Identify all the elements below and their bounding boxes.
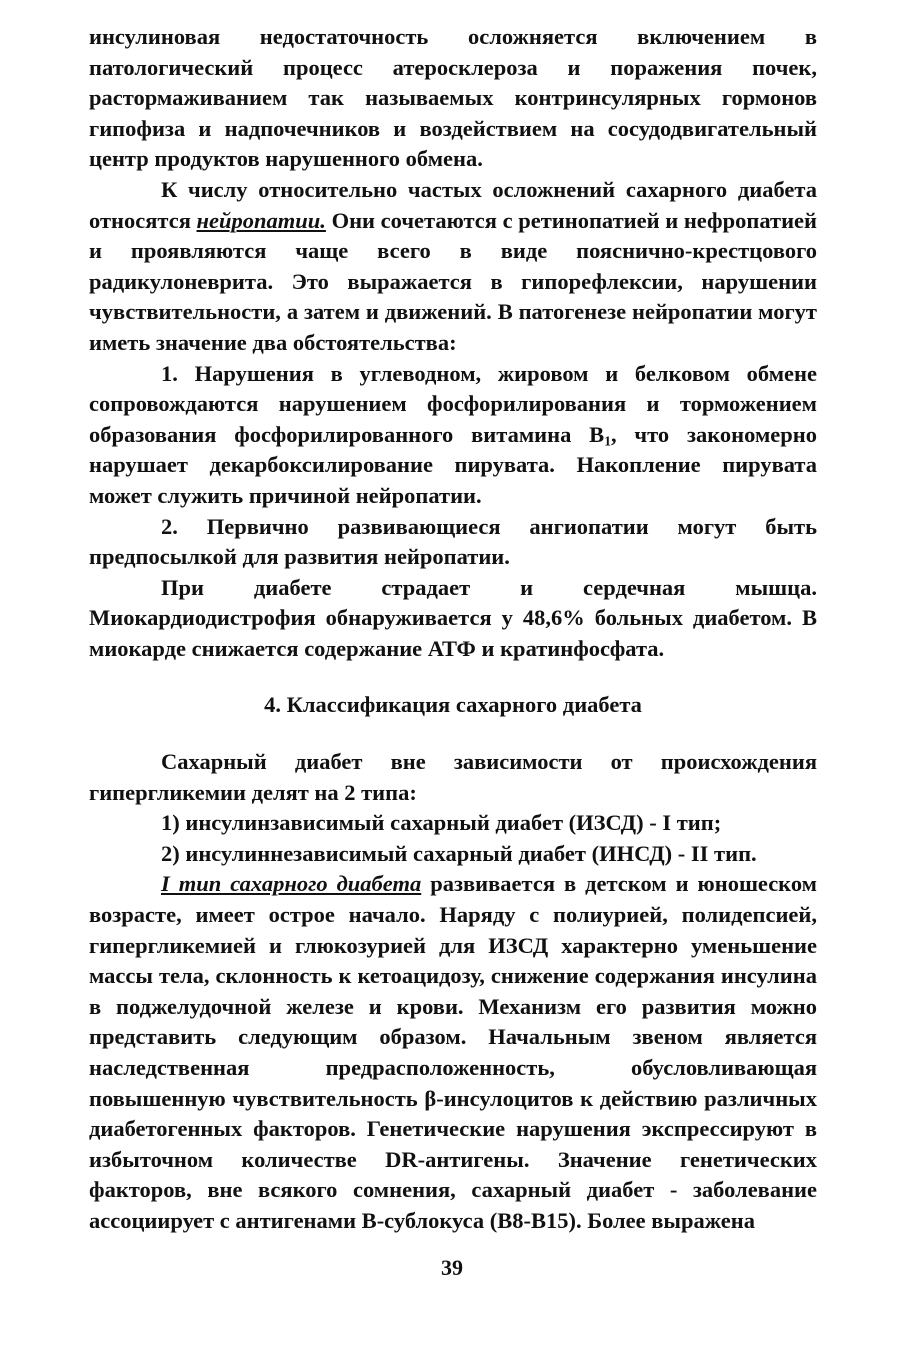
emphasized-term: нейропатии. <box>196 207 326 233</box>
paragraph-classification <box>89 747 817 808</box>
document-page <box>89 22 817 1237</box>
subscript: 1 <box>604 433 611 449</box>
page-number: 39 <box>441 1255 463 1280</box>
paragraph-text: Они сочетаются с ретинопатией и нефропатией и проявляются чаще всего в виде пояснично-крестцового радикулоневрита. Это выражается в гипорефлексии, нарушении чувствительности, а затем и движений. В патогенезе нейропатии могут иметь значение два обстоятельства: <box>89 207 817 355</box>
paragraph-text: При диабете страдает и сердечная мышца. Миокардиодистрофия обнаруживается у 48,6% больных диабетом. В миокарде снижается содержание АТФ и кратинфосфата. <box>89 574 817 661</box>
paragraph-complications-intro <box>89 22 817 175</box>
paragraph-text: К числу относительно частых осложнений сахарного диабета относятся <box>89 176 817 233</box>
paragraph-text: инсулиновая недостаточность осложняется включением в патологический процесс атеросклероза и поражения почек, растормаживанием так называемых контринсулярных гормонов гипофиза и надпочечников и воздействием на сосудодвигательный центр продуктов нарушенного обмена. <box>89 24 817 172</box>
paragraph-point-1 <box>89 359 817 512</box>
paragraph-text: развивается в детском и юношеском возрасте, имеет острое начало. Наряду с полиурией, полидепсией, гипергликемией и глюкозурией для ИЗСД характерно уменьшение массы тела, склонность к кетоацидозу, снижение содержания инсулина в поджелудочной железе и крови. Механизм его развития можно представить следующим образом. Начальным звеном является наследственная предрасположенность, обусловливающая повышенную чувствительность β-инсулоцитов к действию различных диабетогенных факторов. Генетические нарушения экспрессируют в избыточном количестве DR-антигены. Значение генетических факторов, вне всякого сомнения, сахарный диабет - заболевание ассоциирует с антигенами В-сублокуса (В8-В15). Более выражена <box>89 871 817 1233</box>
paragraph-text: 1. Нарушения в углеводном, жировом и белковом обмене сопровождаются нарушением фосфорилирования и торможением образования фосфорилированного витамина В <box>89 360 817 447</box>
paragraph-text: 2. Первично развивающиеся ангиопатии могут быть предпосылкой для развития нейропатии. <box>89 513 817 570</box>
paragraph-neuropathy <box>89 175 817 359</box>
paragraph-text: , что закономерно нарушает декарбоксилирование пирувата. Накопление пирувата может служить причиной нейропатии. <box>89 421 817 508</box>
paragraph-point-2 <box>89 512 817 573</box>
emphasized-term: I тип сахарного диабета <box>161 871 422 897</box>
paragraph-text: Сахарный диабет вне зависимости от происхождения гипергликемии делят на 2 типа: <box>89 749 817 805</box>
list-item-type-1: 1) инсулинзависимый сахарный диабет (ИЗСД) - I тип; <box>161 810 722 836</box>
paragraph-type-1-description <box>89 869 817 1236</box>
paragraph-heart <box>89 573 817 665</box>
list-item-type-2: 2) инсулиннезависимый сахарный диабет (ИНСД) - II тип. <box>161 840 757 866</box>
section-heading: 4. Классификация сахарного диабета <box>264 692 642 718</box>
